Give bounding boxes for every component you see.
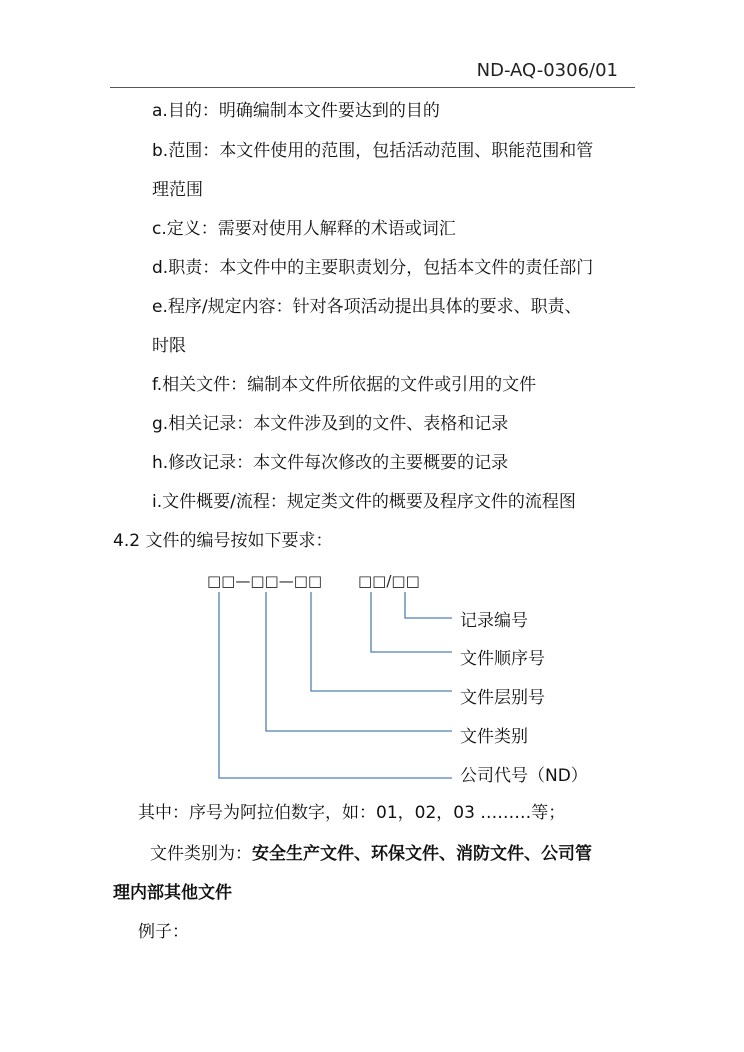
item-procedure: e.程序/规定内容：针对各项活动提出具体的要求、职责、 bbox=[152, 297, 582, 317]
example-label: 例子： bbox=[138, 922, 189, 942]
leader-file-category bbox=[266, 592, 452, 731]
label-file-category: 文件类别 bbox=[460, 727, 528, 747]
leader-file-sequence bbox=[371, 592, 452, 652]
item-responsibility: d.职责：本文件中的主要职责划分，包括本文件的责任部门 bbox=[152, 258, 594, 278]
leader-record-number bbox=[405, 592, 452, 618]
category-prefix: 文件类别为： bbox=[150, 844, 252, 864]
label-record-number: 记录编号 bbox=[460, 611, 528, 631]
leader-file-level bbox=[311, 592, 452, 691]
item-definition: c.定义：需要对使用人解释的术语或词汇 bbox=[152, 219, 456, 239]
item-procedure-cont: 时限 bbox=[152, 336, 186, 356]
code-pattern-left: □□—□□—□□ bbox=[207, 572, 323, 590]
category-list-cont: 理内部其他文件 bbox=[113, 883, 232, 903]
item-summary-flow: i.文件概要/流程：规定类文件的概要及程序文件的流程图 bbox=[152, 492, 576, 512]
code-pattern-right: □□/□□ bbox=[358, 572, 420, 590]
header-divider bbox=[110, 87, 635, 88]
item-related-docs: f.相关文件：编制本文件所依据的文件或引用的文件 bbox=[152, 375, 537, 395]
serial-note: 其中：序号为阿拉伯数字，如：01，02，03 ………等； bbox=[138, 803, 566, 823]
category-note bbox=[150, 843, 592, 865]
item-revision-records: h.修改记录：本文件每次修改的主要概要的记录 bbox=[152, 453, 509, 473]
label-file-level: 文件层别号 bbox=[460, 688, 545, 708]
label-company-code: 公司代号（ND） bbox=[460, 766, 588, 786]
label-file-sequence: 文件顺序号 bbox=[460, 649, 545, 669]
item-related-records: g.相关记录：本文件涉及到的文件、表格和记录 bbox=[152, 414, 509, 434]
item-scope-cont: 理范围 bbox=[152, 180, 203, 200]
item-purpose: a.目的：明确编制本文件要达到的目的 bbox=[152, 101, 440, 121]
category-list: 安全生产文件、环保文件、消防文件、公司管 bbox=[252, 844, 592, 864]
item-scope: b.范围：本文件使用的范围，包括活动范围、职能范围和管 bbox=[152, 141, 594, 161]
section-heading: 4.2 文件的编号按如下要求： bbox=[113, 531, 333, 551]
document-code: ND-AQ-0306/01 bbox=[476, 60, 618, 81]
leader-company-code bbox=[219, 592, 452, 778]
